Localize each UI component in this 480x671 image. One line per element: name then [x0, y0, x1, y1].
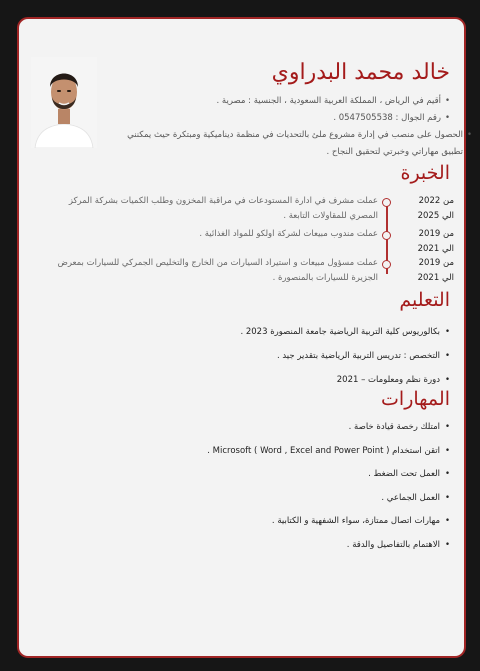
experience-timeline: [56, 196, 454, 286]
education-item: • التخصص : تدريس التربية الرياضية بتقدير جيد .: [70, 344, 450, 368]
profile-photo: [31, 57, 97, 148]
detail-phone: • رقم الجوال : 0547505538 .: [125, 110, 450, 127]
skills-list: [70, 416, 450, 557]
experience-item: [56, 196, 454, 226]
education-item: • دورة نظم ومعلومات – 2021: [70, 368, 450, 392]
education-heading: التعليم: [399, 289, 450, 311]
experience-item: [56, 229, 454, 259]
experience-to: الي 2021: [417, 244, 454, 254]
experience-heading: الخبرة: [400, 162, 450, 184]
timeline-dot: [382, 231, 391, 240]
experience-item: [56, 258, 454, 288]
detail-residence: • أقيم في الرياض ، المملكة العربية السعودية ، الجنسية : مصرية .: [125, 93, 450, 110]
skill-item: • مهارات اتصال ممتازة، سواء الشفهية و الكتابية .: [70, 510, 450, 534]
experience-description: عملت مندوب مبيعات لشركة اولكو للمواد الغذائية .: [199, 229, 378, 239]
experience-dates: [394, 194, 454, 224]
experience-from: من 2019: [418, 258, 454, 268]
experience-to: الي 2021: [417, 273, 454, 283]
skill-item: • العمل الجماعي .: [70, 487, 450, 511]
experience-dates: [394, 256, 454, 286]
skills-heading: المهارات: [381, 388, 450, 410]
timeline-dot: [382, 198, 391, 207]
experience-to: الي 2025: [417, 211, 454, 221]
experience-from: من 2019: [418, 229, 454, 239]
experience-from: من 2022: [418, 196, 454, 206]
experience-dates: [394, 227, 454, 257]
skill-item: • اتقن استخدام Microsoft ( Word , Excel and Power Point ) .: [70, 440, 450, 464]
skill-item: • الاهتمام بالتفاصيل والدقة .: [70, 534, 450, 558]
detail-objective: • الحصول على منصب في إدارة مشروع ملئ بالتحديات في منظمة ديناميكية ومبتكرة حيث يمكنني تطبيق مهاراتي وخبرتي لتحقيق النجاح .: [125, 127, 472, 161]
candidate-name: خالد محمد البدراوي: [271, 60, 450, 85]
timeline-dot: [382, 260, 391, 269]
personal-details: [125, 93, 463, 161]
skill-item: • العمل تحت الضغط .: [70, 463, 450, 487]
experience-description: عملت مشرف في ادارة المستودعات في مراقبة المخزون وطلب الكميات بشركة المركز المصري للمقاولات التابعة .: [68, 196, 378, 221]
skill-item: • امتلك رخصة قيادة خاصة .: [70, 416, 450, 440]
education-item: • بكالوريوس كلية التربية الرياضية جامعة المنصورة 2023 .: [70, 320, 450, 344]
experience-description: عملت مسؤول مبيعات و استيراد السيارات من الخارج والتخليص الجمركي للسيارات بمعرض الجزيرة للسيارات بالمنصورة .: [57, 258, 378, 283]
education-list: [70, 320, 450, 392]
